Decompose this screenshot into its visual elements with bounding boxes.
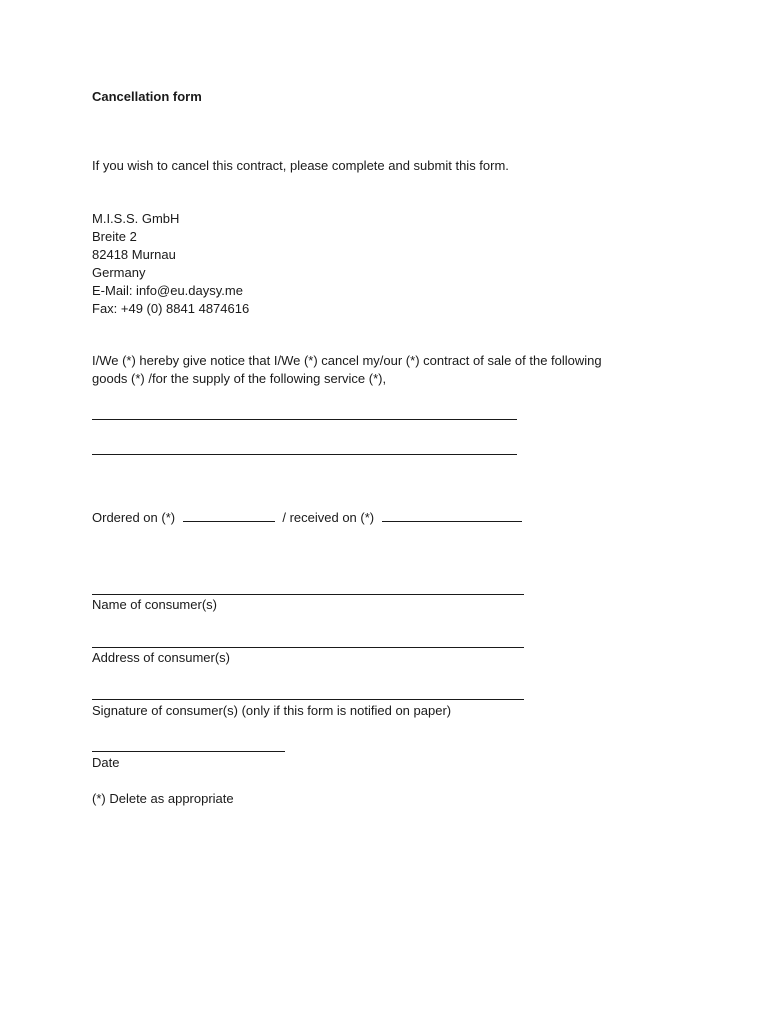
received-on-label: / received on (*)	[282, 510, 375, 525]
signature-label: Signature of consumer(s) (only if this form is notified on paper)	[92, 703, 452, 718]
address-line-company: M.I.S.S. GmbH	[92, 211, 180, 226]
company-address	[92, 210, 249, 318]
footnote: (*) Delete as appropriate	[92, 791, 234, 806]
notice-line-1: I/We (*) hereby give notice that I/We (*) cancel my/our (*) contract of sale of the following	[92, 353, 602, 368]
goods-entry-line-1[interactable]	[92, 419, 517, 420]
name-entry-line[interactable]	[92, 594, 524, 595]
address-line-email: E-Mail: info@eu.daysy.me	[92, 283, 243, 298]
address-line-country: Germany	[92, 265, 146, 280]
cancellation-notice	[92, 352, 692, 388]
date-entry-line[interactable]	[92, 751, 285, 752]
address-line-street: Breite 2	[92, 229, 137, 244]
address-entry-line[interactable]	[92, 647, 524, 648]
address-line-city: 82418 Murnau	[92, 247, 176, 262]
ordered-received-row	[92, 509, 522, 527]
address-of-consumer-label: Address of consumer(s)	[92, 650, 230, 665]
received-on-blank[interactable]	[382, 509, 522, 522]
ordered-on-label: Ordered on (*)	[92, 510, 176, 525]
address-line-fax: Fax: +49 (0) 8841 4874616	[92, 301, 250, 316]
ordered-on-blank[interactable]	[183, 509, 275, 522]
signature-entry-line[interactable]	[92, 699, 524, 700]
goods-entry-line-2[interactable]	[92, 454, 517, 455]
name-of-consumer-label: Name of consumer(s)	[92, 597, 217, 612]
intro-text: If you wish to cancel this contract, please complete and submit this form.	[92, 158, 509, 173]
date-label: Date	[92, 755, 120, 770]
form-title: Cancellation form	[92, 89, 202, 104]
notice-line-2: goods (*) /for the supply of the following service (*),	[92, 371, 387, 386]
